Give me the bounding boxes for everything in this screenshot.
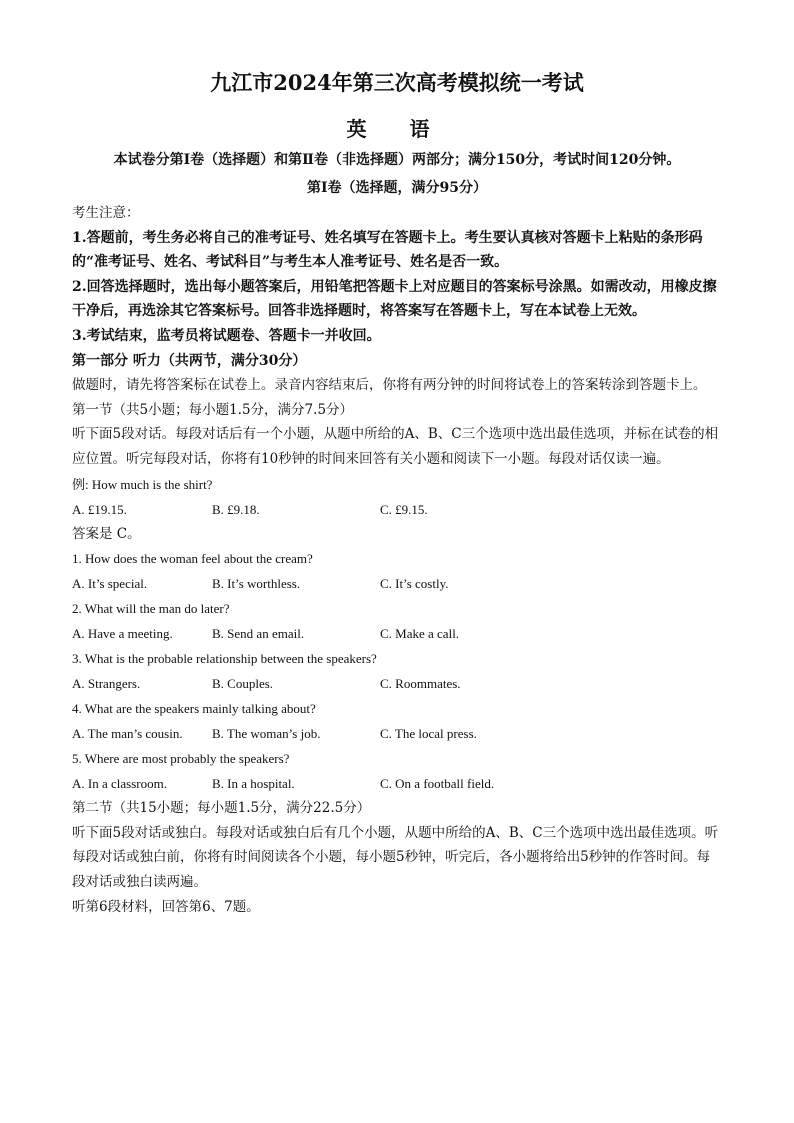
option-b: B. Send an email. (212, 626, 305, 642)
notice-heading: 考生注意： (72, 205, 140, 221)
option-b: B. Couples. (212, 676, 274, 692)
option-a: A. £19.15. (72, 501, 127, 517)
option-c: C. It’s costly. (380, 576, 449, 592)
question-2-options (72, 621, 722, 646)
option-b: B. £9.18. (212, 501, 260, 517)
subject-title: 英 语 (346, 117, 448, 141)
option-c: C. Make a call. (380, 626, 460, 642)
option-a: A. Have a meeting. (72, 626, 173, 642)
part1-instruction: 做题时，请先将答案标在试卷上。录音内容结束后，你将有两分钟的时间将试卷上的答案转涂到答题卡上。 (72, 377, 707, 394)
notice-item: 3.考试结束，监考员将试题卷、答题卡一并收回。 (72, 327, 381, 344)
section2-heading: 第二节（共15小题；每小题1.5分，满分22.5分） (72, 800, 371, 817)
exam-page (72, 60, 722, 919)
section1-heading: 第一节（共5小题；每小题1.5分，满分7.5分） (72, 401, 354, 418)
volume-heading: 第Ⅰ卷（选择题，满分95分） (306, 180, 488, 196)
question-3-options (72, 671, 722, 696)
question-5-options (72, 771, 722, 796)
option-a: A. In a classroom. (72, 776, 167, 792)
option-c: C. £9.15. (380, 501, 428, 517)
option-c: C. On a football field. (380, 776, 495, 792)
exam-intro: 本试卷分第Ⅰ卷（选择题）和第Ⅱ卷（非选择题）两部分；满分150分，考试时间120分钟。 (113, 152, 681, 168)
question-1-options (72, 571, 722, 596)
question-1: 1. How does the woman feel about the cream? (72, 551, 313, 567)
option-a: A. It’s special. (72, 576, 148, 592)
section1-instruction: 听下面5段对话。每段对话后有一个小题，从题中所给的A、B、C三个选项中选出最佳选项，并标在试卷的相应位置。听完每段对话，你将有10秒钟的时间来回答有关小题和阅读下一小题。每段对话仅读一遍。 (72, 426, 719, 467)
notice-item: 1.答题前，考生务必将自己的准考证号、姓名填写在答题卡上。考生要认真核对答题卡上粘贴的条形码的“准考证号、姓名、考试科目”与考生本人准考证号、姓名是否一致。 (72, 229, 703, 271)
question-4: 4. What are the speakers mainly talking about? (72, 701, 316, 717)
example-options (72, 497, 722, 522)
question-5: 5. Where are most probably the speakers? (72, 751, 290, 767)
question-4-options (72, 721, 722, 746)
section2-instruction: 听下面5段对话或独白。每段对话或独白后有几个小题，从题中所给的A、B、C三个选项中选出最佳选项。听每段对话或独白前，你将有时间阅读各个小题，每小题5秒钟，听完后，各小题将给出5秒钟的作答时间。每段对话或独白读两遍。 (72, 824, 719, 890)
part1-heading: 第一部分 听力（共两节，满分30分） (72, 352, 307, 369)
exam-title: 九江市2024年第三次高考模拟统一考试 (210, 70, 584, 95)
option-c: C. The local press. (380, 726, 477, 742)
question-2: 2. What will the man do later? (72, 601, 230, 617)
material-6-prompt: 听第6段材料，回答第6、7题。 (72, 898, 260, 915)
option-b: B. The woman’s job. (212, 726, 321, 742)
example-answer: 答案是 C。 (72, 525, 141, 542)
option-c: C. Roommates. (380, 676, 461, 692)
example-question: 例: How much is the shirt? (72, 476, 213, 492)
option-a: A. The man’s cousin. (72, 726, 183, 742)
option-b: B. It’s worthless. (212, 576, 301, 592)
question-3: 3. What is the probable relationship between the speakers? (72, 651, 377, 667)
notice-item: 2.回答选择题时，选出每小题答案后，用铅笔把答题卡上对应题目的答案标号涂黑。如需改动，用橡皮擦干净后，再选涂其它答案标号。回答非选择题时，将答案写在答题卡上，写在本试卷上无效。 (72, 278, 717, 320)
option-b: B. In a hospital. (212, 776, 295, 792)
option-a: A. Strangers. (72, 676, 141, 692)
